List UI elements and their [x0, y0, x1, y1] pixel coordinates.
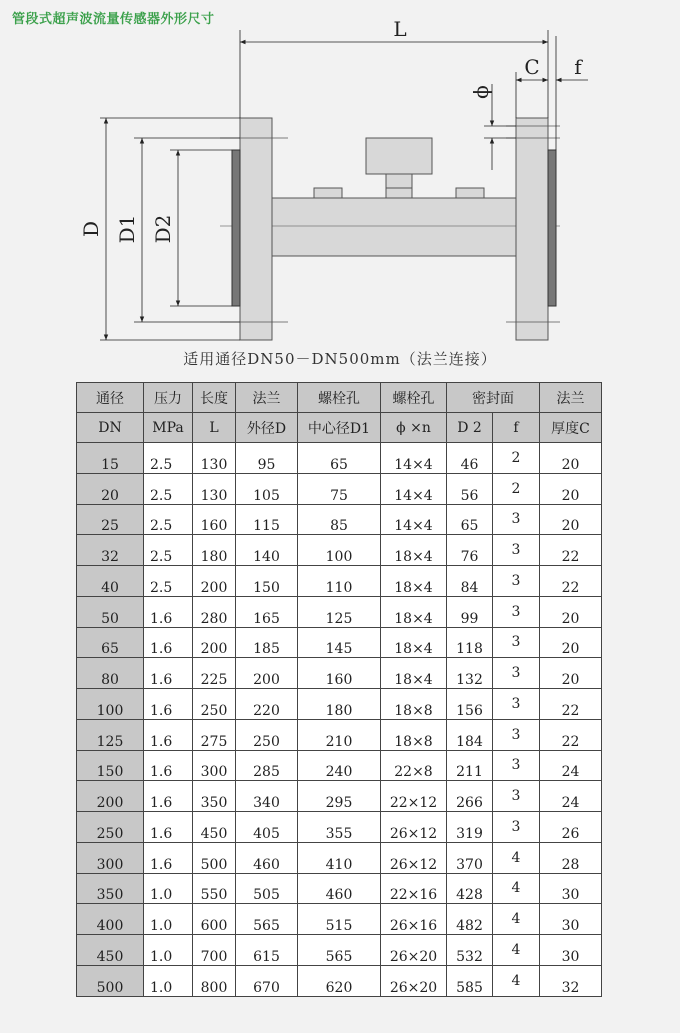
- cell-bolt-holes: 26×20: [381, 965, 447, 996]
- cell-flange-od: 405: [236, 812, 298, 843]
- cell-bolt-circle: 110: [298, 566, 381, 597]
- cell-pressure: 2.5: [144, 504, 193, 535]
- table-row: [77, 566, 602, 597]
- cell-dn: 32: [77, 535, 144, 566]
- table-row: [77, 535, 602, 566]
- right-gasket: [548, 150, 556, 306]
- cell-length: 225: [193, 658, 236, 689]
- cell-flange-od: 150: [236, 566, 298, 597]
- cell-length: 160: [193, 504, 236, 535]
- header-flange: 法兰: [236, 383, 298, 413]
- cell-bolt-holes: 26×20: [381, 935, 447, 966]
- cell-pressure: 1.0: [144, 965, 193, 996]
- cell-length: 300: [193, 750, 236, 781]
- cell-length: 500: [193, 842, 236, 873]
- cell-bolt-circle: 355: [298, 812, 381, 843]
- cell-seal-d2: 65: [447, 504, 493, 535]
- transducer-boss-right: [456, 188, 484, 198]
- table-row: [77, 965, 602, 996]
- cell-seal-d2: 482: [447, 904, 493, 935]
- cell-dn: 500: [77, 965, 144, 996]
- cell-pressure: 2.5: [144, 443, 193, 474]
- header-pressure-unit: MPa: [144, 413, 193, 443]
- cell-seal-f: 3: [493, 535, 540, 566]
- cell-bolt-circle: 515: [298, 904, 381, 935]
- cell-dn: 400: [77, 904, 144, 935]
- cell-bolt-circle: 65: [298, 443, 381, 474]
- cell-bolt-holes: 22×8: [381, 750, 447, 781]
- left-flange: [240, 118, 272, 340]
- table-row: [77, 873, 602, 904]
- cell-length: 180: [193, 535, 236, 566]
- cell-flange-od: 185: [236, 627, 298, 658]
- cell-flange-od: 115: [236, 504, 298, 535]
- cell-dn: 80: [77, 658, 144, 689]
- cell-bolt-holes: 14×4: [381, 504, 447, 535]
- cell-dn: 250: [77, 812, 144, 843]
- cell-pressure: 1.6: [144, 658, 193, 689]
- cell-pressure: 2.5: [144, 535, 193, 566]
- cell-seal-f: 4: [493, 873, 540, 904]
- cell-pressure: 1.6: [144, 750, 193, 781]
- cell-length: 700: [193, 935, 236, 966]
- cell-bolt-circle: 85: [298, 504, 381, 535]
- junction-neck: [386, 174, 412, 188]
- cell-length: 350: [193, 781, 236, 812]
- cell-pressure: 1.6: [144, 812, 193, 843]
- cell-seal-f: 4: [493, 904, 540, 935]
- header-bolt-circle-unit: 中心径D1: [298, 413, 381, 443]
- table-row: [77, 935, 602, 966]
- right-flange: [516, 118, 548, 340]
- cell-pressure: 2.5: [144, 566, 193, 597]
- cell-dn: 65: [77, 627, 144, 658]
- cell-length: 550: [193, 873, 236, 904]
- cell-bolt-circle: 410: [298, 842, 381, 873]
- header-flange-unit: 外径D: [236, 413, 298, 443]
- cell-seal-d2: 585: [447, 965, 493, 996]
- dim-phi-label: ϕ: [469, 85, 493, 99]
- cell-bolt-circle: 160: [298, 658, 381, 689]
- cell-bolt-holes: 18×4: [381, 596, 447, 627]
- cell-thickness: 22: [540, 535, 602, 566]
- cell-pressure: 1.0: [144, 935, 193, 966]
- cell-bolt-circle: 295: [298, 781, 381, 812]
- header-dn-unit: DN: [77, 413, 144, 443]
- cell-dn: 150: [77, 750, 144, 781]
- cell-pressure: 1.0: [144, 904, 193, 935]
- cell-flange-od: 95: [236, 443, 298, 474]
- header-f: f: [493, 413, 540, 443]
- header-thickness: 法兰: [540, 383, 602, 413]
- cell-seal-d2: 532: [447, 935, 493, 966]
- header-seal-face: 密封面: [447, 383, 540, 413]
- cell-seal-f: 3: [493, 812, 540, 843]
- dim-D2-label: D2: [151, 214, 175, 244]
- table-row: [77, 627, 602, 658]
- cell-dn: 50: [77, 596, 144, 627]
- cell-bolt-holes: 26×16: [381, 904, 447, 935]
- table-row: [77, 689, 602, 720]
- table-row: [77, 596, 602, 627]
- cell-seal-d2: 370: [447, 842, 493, 873]
- cell-bolt-holes: 18×8: [381, 689, 447, 720]
- cell-thickness: 30: [540, 873, 602, 904]
- cell-thickness: 20: [540, 473, 602, 504]
- cell-thickness: 24: [540, 750, 602, 781]
- cell-length: 200: [193, 627, 236, 658]
- cell-bolt-holes: 22×16: [381, 873, 447, 904]
- cell-length: 450: [193, 812, 236, 843]
- table-row: [77, 443, 602, 474]
- cell-seal-d2: 99: [447, 596, 493, 627]
- cell-length: 600: [193, 904, 236, 935]
- cell-flange-od: 505: [236, 873, 298, 904]
- cell-bolt-holes: 14×4: [381, 443, 447, 474]
- table-row: [77, 842, 602, 873]
- cell-flange-od: 615: [236, 935, 298, 966]
- cell-thickness: 24: [540, 781, 602, 812]
- cell-flange-od: 220: [236, 689, 298, 720]
- cell-seal-f: 3: [493, 689, 540, 720]
- dim-D-label: D: [79, 220, 103, 238]
- cell-seal-d2: 428: [447, 873, 493, 904]
- cell-length: 250: [193, 689, 236, 720]
- cell-bolt-circle: 145: [298, 627, 381, 658]
- cell-flange-od: 670: [236, 965, 298, 996]
- table-row: [77, 812, 602, 843]
- dim-f-label: f: [574, 55, 582, 79]
- table-row: [77, 504, 602, 535]
- cell-thickness: 22: [540, 566, 602, 597]
- cell-seal-d2: 211: [447, 750, 493, 781]
- cell-pressure: 1.6: [144, 596, 193, 627]
- table-row: [77, 750, 602, 781]
- header-pressure: 压力: [144, 383, 193, 413]
- cell-length: 200: [193, 566, 236, 597]
- cell-bolt-circle: 125: [298, 596, 381, 627]
- cell-bolt-holes: 18×4: [381, 658, 447, 689]
- header-dn: 通径: [77, 383, 144, 413]
- cell-seal-d2: 156: [447, 689, 493, 720]
- cell-seal-f: 3: [493, 781, 540, 812]
- cell-seal-d2: 84: [447, 566, 493, 597]
- cell-dn: 40: [77, 566, 144, 597]
- cell-dn: 350: [77, 873, 144, 904]
- cell-flange-od: 460: [236, 842, 298, 873]
- cell-flange-od: 165: [236, 596, 298, 627]
- cell-dn: 300: [77, 842, 144, 873]
- cell-seal-d2: 56: [447, 473, 493, 504]
- cell-bolt-circle: 620: [298, 965, 381, 996]
- cell-length: 275: [193, 719, 236, 750]
- cell-bolt-circle: 240: [298, 750, 381, 781]
- cell-thickness: 30: [540, 935, 602, 966]
- header-bolt-circle: 螺栓孔: [298, 383, 381, 413]
- header-length-unit: L: [193, 413, 236, 443]
- cell-thickness: 26: [540, 812, 602, 843]
- cell-seal-d2: 184: [447, 719, 493, 750]
- cell-thickness: 30: [540, 904, 602, 935]
- cell-seal-d2: 266: [447, 781, 493, 812]
- cell-pressure: 1.0: [144, 873, 193, 904]
- cell-seal-f: 3: [493, 750, 540, 781]
- cell-pressure: 1.6: [144, 842, 193, 873]
- cell-length: 800: [193, 965, 236, 996]
- cell-flange-od: 565: [236, 904, 298, 935]
- cell-seal-d2: 132: [447, 658, 493, 689]
- cell-seal-f: 4: [493, 842, 540, 873]
- table-row: [77, 781, 602, 812]
- left-gasket: [232, 150, 240, 306]
- cell-flange-od: 200: [236, 658, 298, 689]
- cell-thickness: 32: [540, 965, 602, 996]
- cell-seal-d2: 46: [447, 443, 493, 474]
- applicable-range-caption: 适用通径DN50－DN500mm（法兰连接）: [183, 350, 497, 368]
- table-header-row-1: [77, 383, 602, 413]
- cell-bolt-holes: 22×12: [381, 781, 447, 812]
- cell-thickness: 22: [540, 719, 602, 750]
- cell-bolt-holes: 14×4: [381, 473, 447, 504]
- cell-dn: 20: [77, 473, 144, 504]
- cell-bolt-circle: 565: [298, 935, 381, 966]
- cell-bolt-circle: 180: [298, 689, 381, 720]
- dim-C-label: C: [524, 55, 540, 79]
- table-header-row-2: [77, 413, 602, 443]
- cell-thickness: 20: [540, 658, 602, 689]
- cell-seal-f: 3: [493, 566, 540, 597]
- table-row: [77, 719, 602, 750]
- table-row: [77, 473, 602, 504]
- dim-L-label: L: [393, 17, 407, 41]
- cell-bolt-holes: 26×12: [381, 812, 447, 843]
- cell-bolt-circle: 460: [298, 873, 381, 904]
- sensor-dimension-drawing: [0, 0, 680, 345]
- cell-flange-od: 105: [236, 473, 298, 504]
- cell-seal-f: 2: [493, 473, 540, 504]
- cell-bolt-circle: 75: [298, 473, 381, 504]
- cell-dn: 100: [77, 689, 144, 720]
- transducer-boss-left: [314, 188, 342, 198]
- cell-dn: 450: [77, 935, 144, 966]
- cell-seal-f: 2: [493, 443, 540, 474]
- page-title: 管段式超声波流量传感器外形尺寸: [12, 12, 215, 27]
- cell-pressure: 1.6: [144, 689, 193, 720]
- cell-length: 130: [193, 443, 236, 474]
- cell-seal-f: 3: [493, 504, 540, 535]
- cell-seal-d2: 118: [447, 627, 493, 658]
- cell-thickness: 20: [540, 504, 602, 535]
- cell-length: 280: [193, 596, 236, 627]
- cell-pressure: 2.5: [144, 473, 193, 504]
- dim-D1-label: D1: [115, 214, 139, 244]
- cell-flange-od: 250: [236, 719, 298, 750]
- cell-seal-f: 3: [493, 627, 540, 658]
- cell-dn: 125: [77, 719, 144, 750]
- cell-bolt-circle: 100: [298, 535, 381, 566]
- junction-base: [386, 188, 412, 198]
- cell-pressure: 1.6: [144, 781, 193, 812]
- cell-seal-f: 3: [493, 658, 540, 689]
- cell-thickness: 20: [540, 596, 602, 627]
- table-row: [77, 904, 602, 935]
- cell-dn: 15: [77, 443, 144, 474]
- cell-length: 130: [193, 473, 236, 504]
- cell-seal-f: 3: [493, 719, 540, 750]
- junction-box: [366, 138, 432, 174]
- cell-seal-d2: 76: [447, 535, 493, 566]
- dimension-table: [76, 382, 602, 997]
- cell-bolt-circle: 210: [298, 719, 381, 750]
- cell-bolt-holes: 18×4: [381, 535, 447, 566]
- cell-thickness: 28: [540, 842, 602, 873]
- cell-dn: 25: [77, 504, 144, 535]
- header-bolt-hole: 螺栓孔: [381, 383, 447, 413]
- header-bolt-hole-unit: ϕ ×n: [381, 413, 447, 443]
- cell-seal-f: 4: [493, 935, 540, 966]
- cell-bolt-holes: 26×12: [381, 842, 447, 873]
- cell-bolt-holes: 18×4: [381, 627, 447, 658]
- cell-flange-od: 340: [236, 781, 298, 812]
- header-length: 长度: [193, 383, 236, 413]
- cell-thickness: 20: [540, 443, 602, 474]
- header-d2: D 2: [447, 413, 493, 443]
- cell-bolt-holes: 18×8: [381, 719, 447, 750]
- cell-thickness: 22: [540, 689, 602, 720]
- cell-seal-f: 3: [493, 596, 540, 627]
- cell-dn: 200: [77, 781, 144, 812]
- cell-flange-od: 140: [236, 535, 298, 566]
- table-row: [77, 658, 602, 689]
- cell-thickness: 20: [540, 627, 602, 658]
- cell-seal-d2: 319: [447, 812, 493, 843]
- cell-pressure: 1.6: [144, 627, 193, 658]
- header-thickness-unit: 厚度C: [540, 413, 602, 443]
- cell-seal-f: 4: [493, 965, 540, 996]
- pipe-body: [272, 198, 516, 256]
- cell-bolt-holes: 18×4: [381, 566, 447, 597]
- cell-flange-od: 285: [236, 750, 298, 781]
- cell-pressure: 1.6: [144, 719, 193, 750]
